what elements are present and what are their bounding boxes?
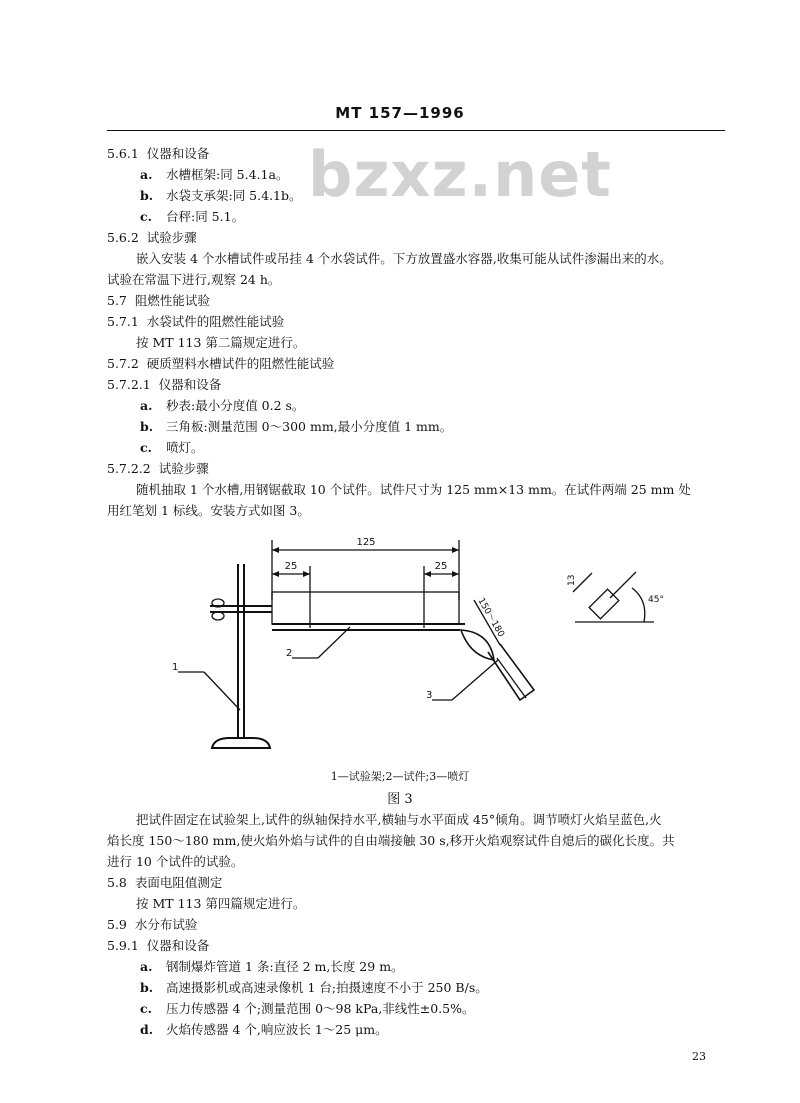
paragraph-line: 嵌入安装 4 个水槽试件或吊挂 4 个水袋试件。下方放置盛水容器,收集可能从试件渗漏出来的水。 — [136, 251, 672, 266]
paragraph-line: 试验在常温下进行,观察 24 h。 — [107, 272, 281, 287]
dim-label-25-left: 25 — [284, 561, 298, 572]
clamp-screw — [212, 612, 224, 620]
page-header-title: MT 157—1996 — [335, 104, 465, 122]
flame — [461, 630, 494, 660]
list-item: c. 台秤:同 5.1。 — [140, 209, 245, 224]
arrow-head — [452, 571, 459, 577]
heading-5-8: 5.8 表面电阻值测定 — [107, 875, 223, 890]
arrow-head — [424, 571, 431, 577]
page-number: 23 — [692, 1050, 706, 1063]
angle-arc — [632, 588, 645, 622]
paragraph-line: 进行 10 个试件的试验。 — [107, 854, 244, 869]
paragraph-line: 把试件固定在试验架上,试件的纵轴保持水平,横轴与水平面成 45°倾角。调节喷灯火焰呈蓝色,火 — [136, 812, 662, 827]
label-2: 2 — [286, 648, 293, 659]
dim-label-13: 13 — [567, 574, 577, 586]
specimen — [272, 592, 459, 624]
dim-label-125: 125 — [356, 537, 376, 548]
list-item: b. 高速摄影机或高速录像机 1 台;拍摄速度不小于 250 B/s。 — [140, 980, 488, 995]
label-1: 1 — [172, 662, 179, 673]
watermark: bzxz.net — [308, 138, 612, 211]
figure-legend: 1—试验架;2—试件;3—喷灯 — [330, 770, 470, 783]
heading-5-6-2: 5.6.2 试验步骤 — [107, 230, 197, 245]
heading-5-9: 5.9 水分布试验 — [107, 917, 198, 932]
list-item: c. 喷灯。 — [140, 440, 204, 455]
paragraph-line: 焰长度 150～180 mm,使火焰外焰与试件的自由端接触 30 s,移开火焰观察试件自熄后的碳化长度。共 — [107, 833, 675, 848]
list-item: d. 火焰传感器 4 个,响应波长 1～25 μm。 — [140, 1022, 388, 1037]
arrow-head — [272, 547, 279, 553]
paragraph-line: 用红笔划 1 标线。安装方式如图 3。 — [107, 503, 310, 518]
leader-1 — [204, 672, 240, 710]
heading-5-7-2-2: 5.7.2.2 试验步骤 — [107, 461, 209, 476]
arrow-head — [272, 571, 279, 577]
heading-5-9-1: 5.9.1 仪器和设备 — [107, 938, 210, 953]
list-item: a. 秒表:最小分度值 0.2 s。 — [140, 398, 305, 413]
heading-5-6-1: 5.6.1 仪器和设备 — [107, 146, 210, 161]
leader-3 — [452, 660, 498, 700]
heading-5-7: 5.7 阻燃性能试验 — [107, 293, 210, 308]
arrow-head — [303, 571, 310, 577]
list-item: c. 压力传感器 4 个;测量范围 0～98 kPa,非线性±0.5%。 — [140, 1001, 475, 1016]
arrow-head — [452, 547, 459, 553]
list-item: a. 水槽框架:同 5.4.1a。 — [140, 167, 289, 182]
list-item: b. 三角板:测量范围 0～300 mm,最小分度值 1 mm。 — [140, 419, 453, 434]
dim-label-150-180: 150～180 — [475, 596, 506, 640]
paragraph-line: 随机抽取 1 个水槽,用钢锯截取 10 个试件。试件尺寸为 125 mm×13 mm。在试件两端 25 mm 处 — [136, 482, 691, 497]
list-item: b. 水袋支承架:同 5.4.1b。 — [140, 188, 302, 203]
figure-title: 图 3 — [387, 792, 413, 807]
torch-line — [497, 658, 526, 698]
heading-5-7-2-1: 5.7.2.1 仪器和设备 — [107, 377, 222, 392]
angle-label-45: 45° — [648, 595, 664, 605]
angle-line — [610, 572, 636, 598]
dim-label-25-right: 25 — [434, 561, 448, 572]
list-item: a. 钢制爆炸管道 1 条:直径 2 m,长度 29 m。 — [140, 959, 404, 974]
paragraph-line: 按 MT 113 第四篇规定进行。 — [136, 896, 306, 911]
heading-5-7-2: 5.7.2 硬质塑料水槽试件的阻燃性能试验 — [107, 356, 335, 371]
torch-body — [488, 644, 534, 700]
label-3: 3 — [426, 690, 433, 701]
paragraph-line: 按 MT 113 第二篇规定进行。 — [136, 335, 306, 350]
stand-base — [212, 738, 270, 748]
leader-2 — [318, 627, 350, 658]
heading-5-7-1: 5.7.1 水袋试件的阻燃性能试验 — [107, 314, 285, 329]
